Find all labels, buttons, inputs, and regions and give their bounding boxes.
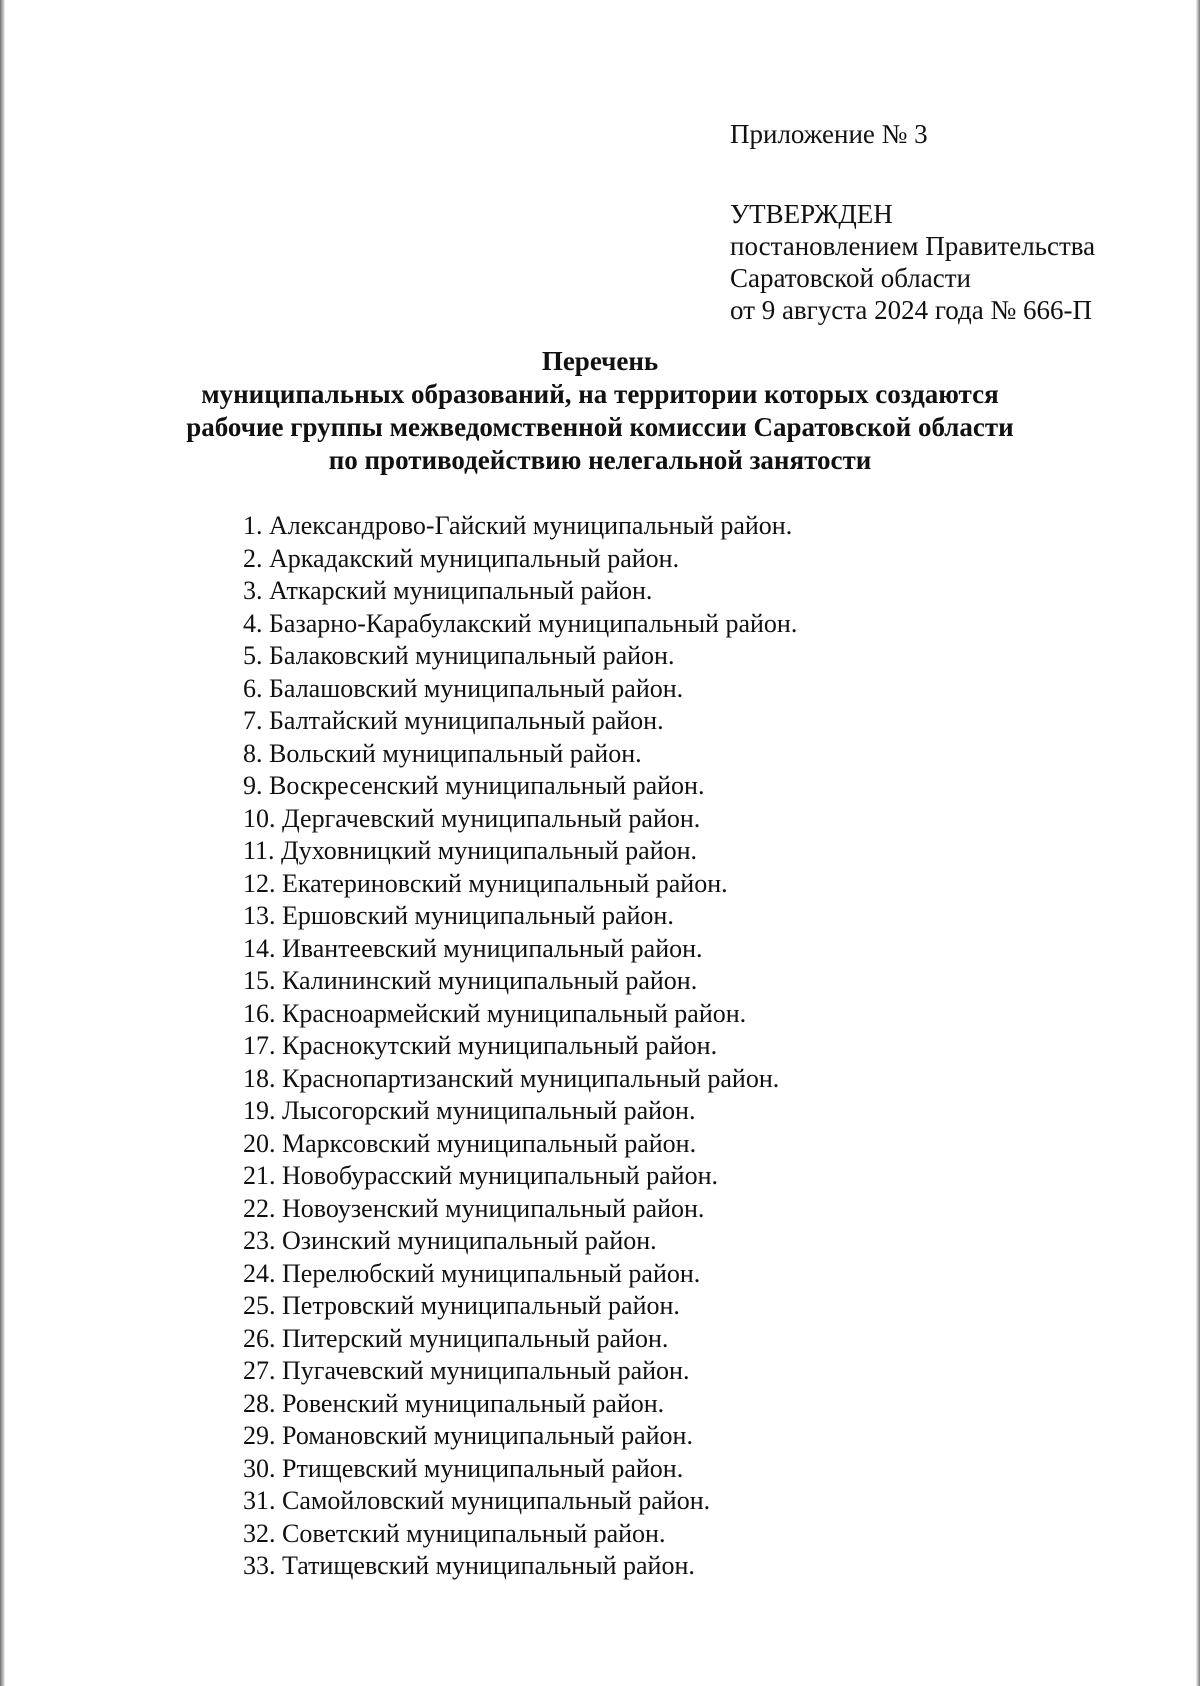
list-item: 18. Краснопартизанский муниципальный район.	[243, 1063, 780, 1093]
list-item: 11. Духовницкий муниципальный район.	[243, 836, 698, 865]
list-item: 33. Татищевский муниципальный район.	[243, 1551, 695, 1580]
list-item: 32. Советский муниципальный район.	[243, 1518, 666, 1548]
title-line-1: Перечень	[541, 346, 659, 376]
list-item: 9. Воскресенский муниципальный район.	[243, 771, 705, 800]
list-item: 26. Питерский муниципальный район.	[243, 1323, 669, 1353]
document-title	[0, 345, 1200, 477]
scan-edge-left	[0, 0, 5, 1686]
title-line-3: рабочие группы межведомственной комиссии Саратовской области	[186, 412, 1014, 442]
approval-line-1: постановлением Правительства	[730, 231, 1096, 261]
list-item: 28. Ровенский муниципальный район.	[243, 1388, 665, 1418]
list-item: 22. Новоузенский муниципальный район.	[243, 1193, 705, 1223]
list-item: 4. Базарно-Карабулакский муниципальный район.	[243, 608, 798, 638]
list-item: 5. Балаковский муниципальный район.	[243, 641, 675, 670]
list-item: 2. Аркадакский муниципальный район.	[243, 543, 680, 573]
list-item: 30. Ртищевский муниципальный район.	[243, 1453, 684, 1483]
list-item: 13. Ершовский муниципальный район.	[243, 901, 674, 930]
list-item: 31. Самойловский муниципальный район.	[243, 1486, 711, 1515]
list-item: 7. Балтайский муниципальный район.	[243, 706, 664, 735]
list-item: 17. Краснокутский муниципальный район.	[243, 1031, 718, 1060]
list-item: 27. Пугачевский муниципальный район.	[243, 1356, 690, 1385]
list-item: 23. Озинский муниципальный район.	[243, 1226, 657, 1255]
list-item: 15. Калининский муниципальный район.	[243, 966, 698, 995]
title-line-2: муниципальных образований, на территории которых создаются	[201, 379, 999, 409]
list-item: 14. Ивантеевский муниципальный район.	[243, 933, 703, 963]
district-list	[243, 510, 797, 1583]
title-line-4: по противодействию нелегальной занятости	[328, 445, 872, 475]
appendix-number: Приложение № 3	[730, 119, 928, 149]
list-item: 8. Вольский муниципальный район.	[243, 738, 642, 768]
scan-edge-right	[1196, 0, 1200, 1686]
approval-line-3: от 9 августа 2024 года № 666-П	[730, 295, 1092, 325]
list-item: 20. Марксовский муниципальный район.	[243, 1128, 697, 1158]
list-item: 25. Петровский муниципальный район.	[243, 1291, 680, 1320]
list-item: 10. Дергачевский муниципальный район.	[243, 803, 701, 833]
list-item: 19. Лысогорский муниципальный район.	[243, 1096, 696, 1125]
list-item: 16. Красноармейский муниципальный район.	[243, 998, 747, 1028]
list-item: 3. Аткарский муниципальный район.	[243, 576, 653, 605]
list-item: 24. Перелюбский муниципальный район.	[243, 1258, 701, 1288]
list-item: 6. Балашовский муниципальный район.	[243, 673, 684, 703]
list-item: 29. Романовский муниципальный район.	[243, 1421, 693, 1450]
list-item: 1. Александрово-Гайский муниципальный район.	[243, 511, 793, 540]
approval-line-2: Саратовской области	[730, 263, 971, 293]
approval-block	[730, 118, 1170, 326]
list-item: 12. Екатериновский муниципальный район.	[243, 868, 728, 898]
list-item: 21. Новобурасский муниципальный район.	[243, 1161, 718, 1190]
approved-stamp: УТВЕРЖДЕН	[730, 199, 893, 229]
